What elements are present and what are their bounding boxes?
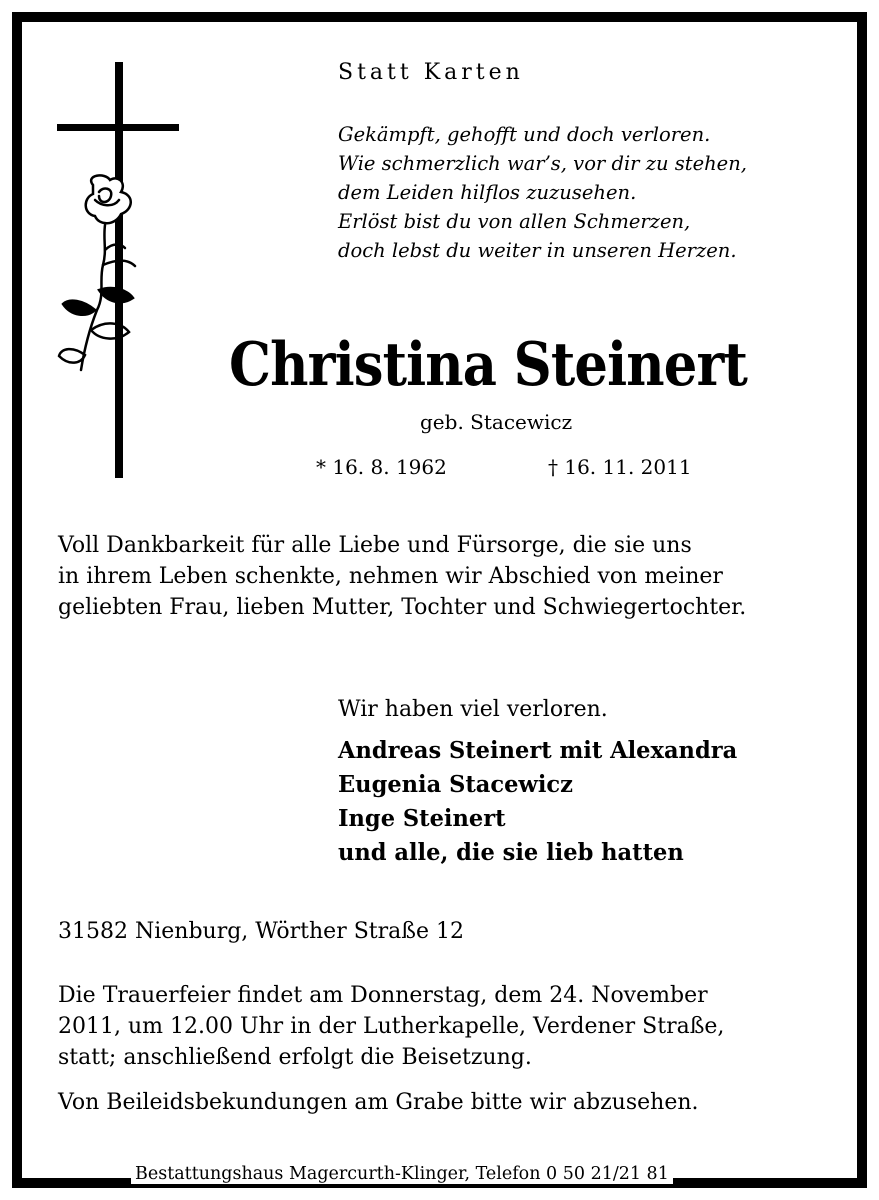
maiden-name: geb. Stacewicz	[420, 410, 573, 434]
mourner-name: Inge Steinert	[338, 805, 506, 832]
statt-karten-heading: Statt Karten	[338, 60, 524, 85]
poem	[338, 120, 747, 265]
address: 31582 Nienburg, Wörther Straße 12	[58, 919, 464, 944]
mourners-lead: Wir haben viel verloren.	[338, 697, 608, 722]
death-date: † 16. 11. 2011	[548, 455, 692, 479]
funeral-home-footer: Bestattungshaus Magercurth-Klinger, Telefon 0 50 21/21 81	[131, 1164, 673, 1184]
poem-line: doch lebst du weiter in unseren Herzen.	[338, 239, 737, 262]
poem-line: dem Leiden hilflos zuzusehen.	[338, 181, 637, 204]
poem-line: Erlöst bist du von allen Schmerzen,	[338, 210, 691, 233]
intro-line: geliebten Frau, lieben Mutter, Tochter und Schwiegertochter.	[58, 595, 747, 620]
deceased-name: Christina Steinert	[229, 330, 747, 400]
poem-line: Wie schmerzlich war’s, vor dir zu stehen,	[338, 152, 747, 175]
birth-date: * 16. 8. 1962	[316, 455, 447, 479]
ceremony-line: 2011, um 12.00 Uhr in der Lutherkapelle, Verdener Straße,	[58, 1014, 725, 1039]
intro-line: in ihrem Leben schenkte, nehmen wir Abschied von meiner	[58, 564, 723, 589]
ceremony-line: statt; anschließend erfolgt die Beisetzung.	[58, 1045, 532, 1070]
ceremony-paragraph	[58, 980, 724, 1073]
ceremony-line: Die Trauerfeier findet am Donnerstag, dem 24. November	[58, 983, 708, 1008]
rose-icon	[55, 170, 165, 405]
poem-line: Gekämpft, gehofft und doch verloren.	[338, 123, 711, 146]
mourner-name: und alle, die sie lieb hatten	[338, 839, 684, 866]
mourner-name: Andreas Steinert mit Alexandra	[338, 737, 738, 764]
condolence-note: Von Beileidsbekundungen am Grabe bitte wir abzusehen.	[58, 1090, 699, 1115]
mourners-list	[338, 734, 737, 870]
intro-paragraph	[58, 530, 746, 623]
intro-line: Voll Dankbarkeit für alle Liebe und Fürsorge, die sie uns	[58, 533, 692, 558]
mourner-name: Eugenia Stacewicz	[338, 771, 573, 798]
